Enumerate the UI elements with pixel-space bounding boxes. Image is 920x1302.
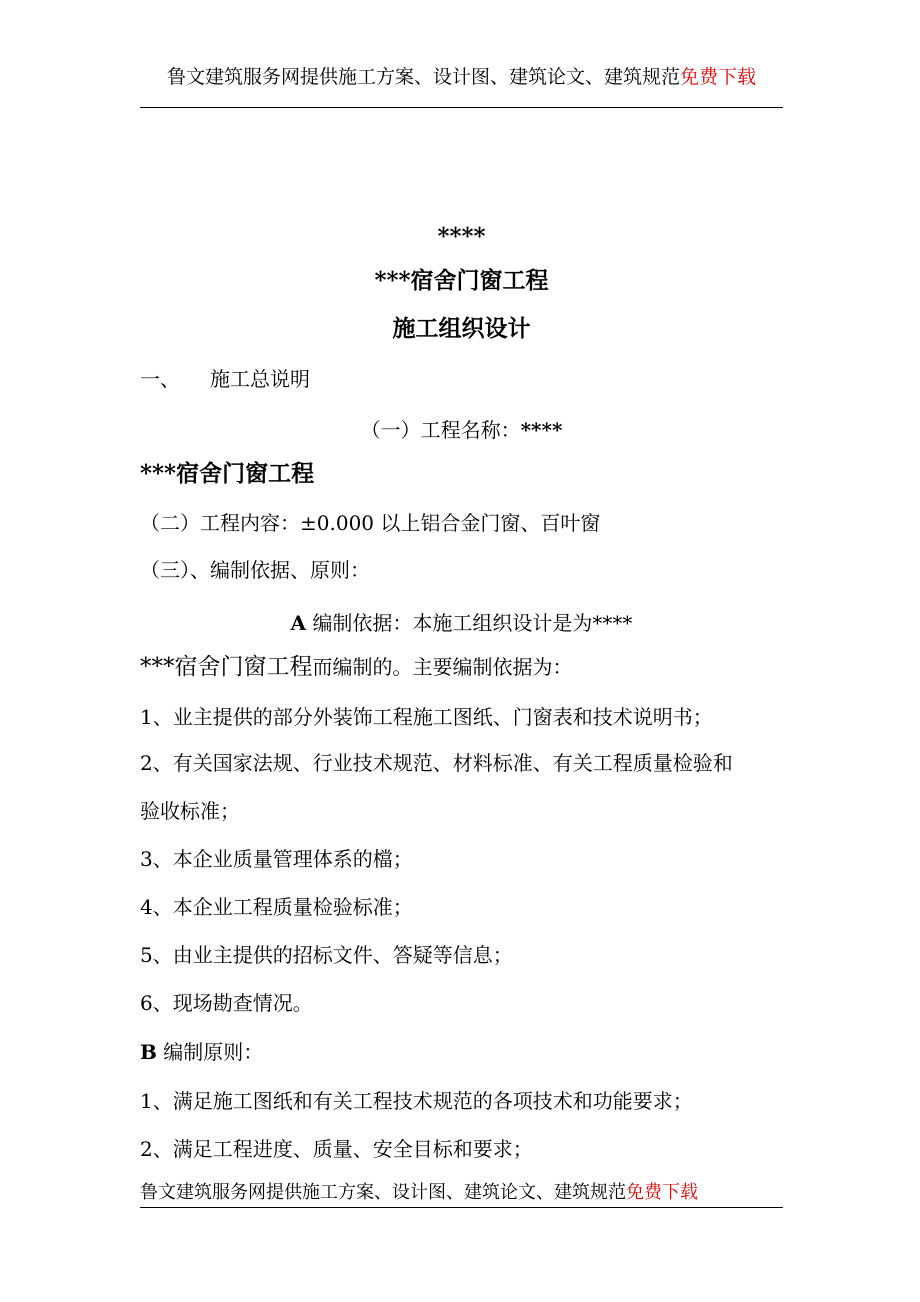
project-name-continued: ***宿舍门窗工程	[140, 460, 315, 487]
basis-heading: （三）、编制依据、原则：	[140, 558, 370, 582]
header-rule	[140, 107, 783, 108]
project-name-value: ****	[520, 418, 563, 442]
project-name-label: （一）工程名称：	[360, 418, 521, 442]
basis-item: 4、本企业工程质量检验标准；	[140, 895, 413, 919]
basis-item: 1、业主提供的部分外装饰工程施工图纸、门窗表和技术说明书；	[140, 705, 713, 729]
footer-rule	[140, 1207, 783, 1208]
principle-item: 2、满足工程进度、质量、安全目标和要求；	[140, 1137, 533, 1161]
project-name-line	[140, 416, 783, 444]
footer-text: 鲁文建筑服务网提供施工方案、设计图、建筑论文、建筑规范	[140, 1182, 626, 1203]
header-highlight: 免费下载	[680, 66, 757, 88]
basis-a-continued	[140, 653, 573, 681]
basis-item: 验收标准；	[140, 799, 240, 823]
footer-highlight: 免费下载	[626, 1182, 698, 1203]
principle-letter: B	[140, 1040, 157, 1064]
title-line-3: 施工组织设计	[392, 315, 531, 342]
page-header	[140, 64, 783, 90]
principle-heading	[140, 1038, 263, 1066]
header-text: 鲁文建筑服务网提供施工方案、设计图、建筑论文、建筑规范	[166, 66, 680, 88]
basis-item: 5、由业主提供的招标文件、答疑等信息；	[140, 943, 513, 967]
basis-a-text: 编制依据：本施工组织设计是为****	[312, 611, 633, 635]
section-title: 施工总说明	[210, 367, 310, 391]
title-line-1: ****	[437, 223, 486, 250]
basis-item: 2、有关国家法规、行业技术规范、材料标准、有关工程质量检验和	[140, 751, 733, 775]
principle-text: 编制原则：	[163, 1040, 264, 1064]
basis-a-letter: A	[290, 611, 307, 635]
project-content: （二）工程内容：±0.000 以上铝合金门窗、百叶窗	[140, 511, 601, 535]
title-line-2: ***宿舍门窗工程	[374, 267, 549, 294]
basis-a-cont-large: ***宿舍门窗工程	[140, 654, 313, 680]
principle-item: 1、满足施工图纸和有关工程技术规范的各项技术和功能要求；	[140, 1089, 693, 1113]
basis-a-line	[140, 609, 783, 637]
basis-item: 6、现场勘查情况。	[140, 991, 313, 1015]
section-number: 一、	[140, 367, 180, 391]
basis-item: 3、本企业质量管理体系的檔；	[140, 847, 413, 871]
page-footer	[140, 1181, 698, 1205]
basis-a-cont: 而编制的。主要编制依据为：	[312, 655, 573, 679]
section-heading	[140, 365, 310, 393]
